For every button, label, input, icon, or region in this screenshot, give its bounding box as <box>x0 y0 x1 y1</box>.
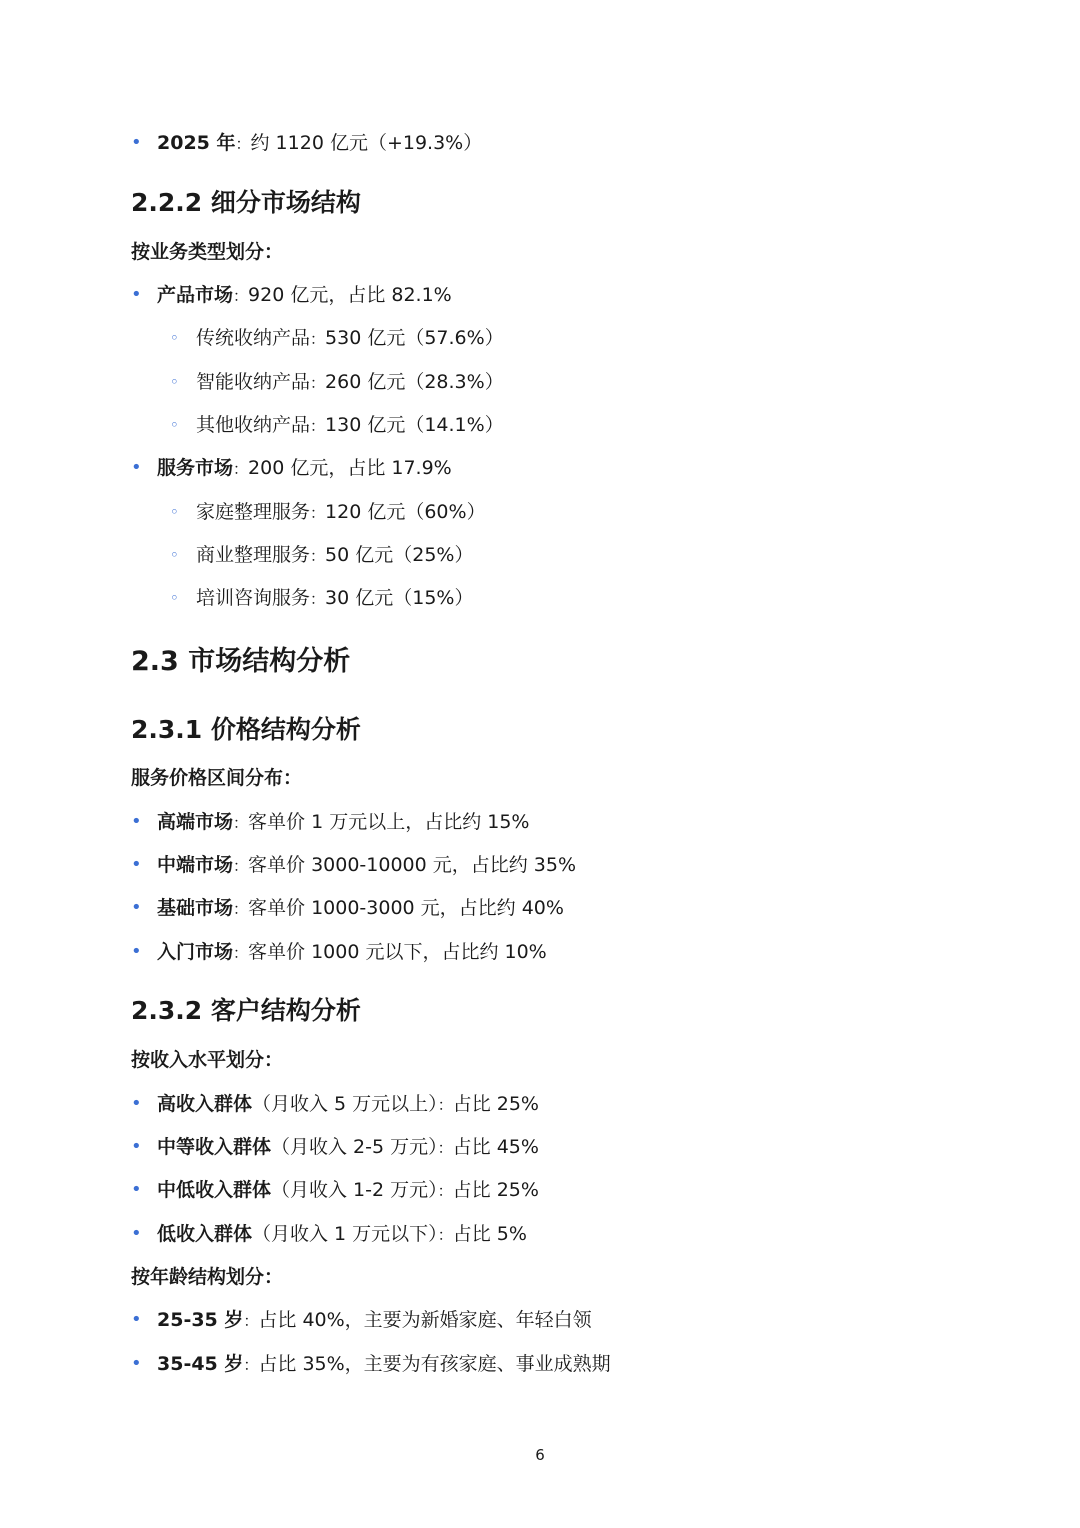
section-heading: 2.3.2 客户结构分析 <box>131 996 361 1025</box>
bullet-icon: • <box>131 457 142 478</box>
item-label: 服务市场 <box>157 457 234 479</box>
item-sep: ： <box>437 1182 453 1200</box>
item-text: 约 1120 亿元（+19.3%） <box>250 132 483 154</box>
item-sep: ： <box>437 1226 453 1244</box>
item-label: 家庭整理服务 <box>196 501 311 523</box>
bullet-icon: • <box>131 1136 142 1157</box>
circle-bullet-icon: ◦ <box>170 329 179 347</box>
item-label: 培训咨询服务 <box>196 587 311 609</box>
item-label: 智能收纳产品 <box>196 371 311 393</box>
circle-bullet-icon: ◦ <box>170 416 179 434</box>
section-heading: 2.3 市场结构分析 <box>131 646 351 677</box>
section-heading: 2.3.1 价格结构分析 <box>131 715 361 744</box>
bullet-icon: • <box>131 1223 142 1244</box>
item-text: 920 亿元，占比 82.1% <box>248 284 452 306</box>
item-sep: ： <box>233 814 249 832</box>
item-sep: ： <box>233 857 249 875</box>
item-label: 基础市场 <box>157 897 234 919</box>
item-text: 30 亿元（15%） <box>325 587 474 609</box>
item-text: 客单价 1000-3000 元，占比约 40% <box>248 897 564 919</box>
item-text: 占比 5% <box>452 1223 527 1245</box>
item-label: 高端市场 <box>157 811 234 833</box>
item-label: 中低收入群体 <box>157 1179 272 1201</box>
item-text: 260 亿元（28.3%） <box>325 371 504 393</box>
item-sep: ： <box>243 1356 259 1374</box>
item-text: 占比 25% <box>452 1179 539 1201</box>
item-sep: ： <box>310 590 326 608</box>
item-label: 入门市场 <box>157 941 234 963</box>
item-paren: （月收入 5 万元以上） <box>252 1093 438 1115</box>
item-sep: ： <box>233 944 249 962</box>
item-text: 120 亿元（60%） <box>325 501 486 523</box>
item-text: 530 亿元（57.6%） <box>325 327 504 349</box>
circle-bullet-icon: ◦ <box>170 373 179 391</box>
item-text: 占比 45% <box>452 1136 539 1158</box>
bullet-icon: • <box>131 1093 142 1114</box>
item-label: 中等收入群体 <box>157 1136 272 1158</box>
bullet-icon: • <box>131 1179 142 1200</box>
item-text: 占比 40%，主要为新婚家庭、年轻白领 <box>258 1309 592 1331</box>
bullet-icon: • <box>131 854 142 875</box>
item-text: 50 亿元（25%） <box>325 544 474 566</box>
item-sep: ： <box>233 900 249 918</box>
item-paren: （月收入 1-2 万元） <box>271 1179 438 1201</box>
item-paren: （月收入 2-5 万元） <box>271 1136 438 1158</box>
item-sep: ： <box>437 1096 453 1114</box>
item-sep: ： <box>310 417 326 435</box>
group-label: 按收入水平划分： <box>131 1049 284 1071</box>
item-label: 商业整理服务 <box>196 544 311 566</box>
circle-bullet-icon: ◦ <box>170 546 179 564</box>
item-label: 35-45 岁 <box>157 1353 244 1375</box>
group-label: 服务价格区间分布： <box>131 767 303 789</box>
item-sep: ： <box>437 1139 453 1157</box>
item-label: 中端市场 <box>157 854 234 876</box>
bullet-icon: • <box>131 897 142 918</box>
item-text: 客单价 3000-10000 元，占比约 35% <box>248 854 577 876</box>
bullet-icon: • <box>131 1309 142 1330</box>
item-sep: ： <box>235 135 251 153</box>
item-label: 25-35 岁 <box>157 1309 244 1331</box>
item-label: 低收入群体 <box>157 1223 253 1245</box>
item-text: 占比 35%，主要为有孩家庭、事业成熟期 <box>258 1353 611 1375</box>
bullet-icon: • <box>131 941 142 962</box>
group-label: 按年龄结构划分： <box>131 1266 284 1288</box>
bullet-icon: • <box>131 1353 142 1374</box>
circle-bullet-icon: ◦ <box>170 589 179 607</box>
bullet-icon: • <box>131 284 142 305</box>
item-label: 高收入群体 <box>157 1093 253 1115</box>
item-sep: ： <box>310 547 326 565</box>
item-text: 客单价 1000 元以下，占比约 10% <box>248 941 547 963</box>
item-label: 其他收纳产品 <box>196 414 311 436</box>
page-number: 6 <box>535 1446 545 1464</box>
item-label: 产品市场 <box>157 284 234 306</box>
bullet-icon: • <box>131 811 142 832</box>
item-sep: ： <box>233 287 249 305</box>
item-sep: ： <box>310 504 326 522</box>
section-heading: 2.2.2 细分市场结构 <box>131 188 361 217</box>
group-label: 按业务类型划分： <box>131 241 284 263</box>
item-label: 2025 年 <box>157 132 236 154</box>
item-sep: ： <box>310 330 326 348</box>
item-text: 客单价 1 万元以上，占比约 15% <box>248 811 530 833</box>
circle-bullet-icon: ◦ <box>170 503 179 521</box>
item-text: 200 亿元，占比 17.9% <box>248 457 452 479</box>
item-sep: ： <box>233 460 249 478</box>
item-sep: ： <box>243 1312 259 1330</box>
bullet-icon: • <box>131 132 142 153</box>
item-paren: （月收入 1 万元以下） <box>252 1223 438 1245</box>
item-sep: ： <box>310 374 326 392</box>
item-label: 传统收纳产品 <box>196 327 311 349</box>
item-text: 占比 25% <box>452 1093 539 1115</box>
item-text: 130 亿元（14.1%） <box>325 414 504 436</box>
